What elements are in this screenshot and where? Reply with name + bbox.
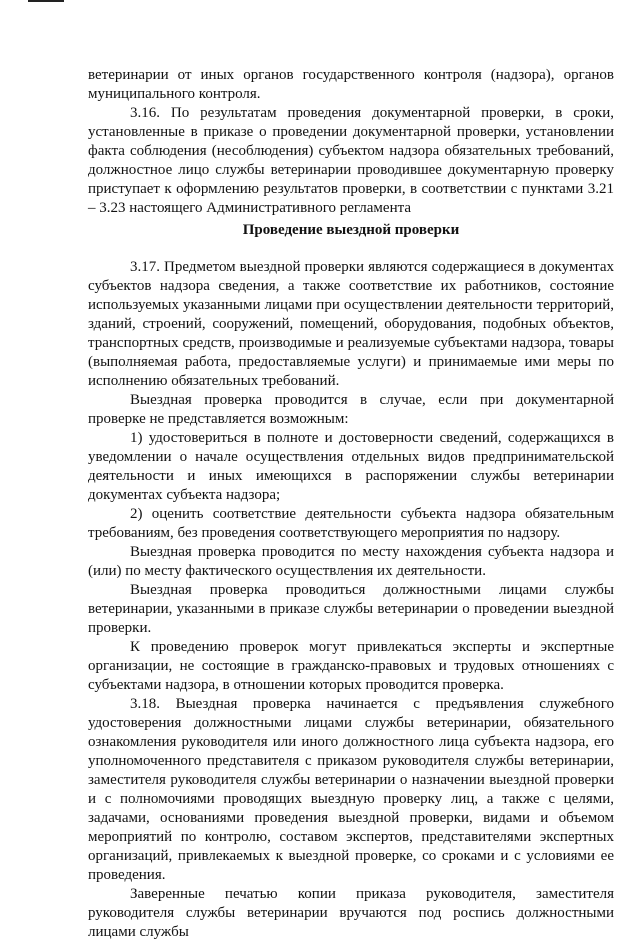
paragraph-3-16: 3.16. По результатам проведения документарной проверки, в сроки, установленные в приказе о проведении документарной проверки, установлении факта соблюдения (несоблюдения) субъектом надзора обязательных требований, должностное лицо службы ветеринарии проводившее документарную проверку приступает к оформлению результатов проверки, в соответствии с пунктами 3.21 – 3.23 настоящего Административного регламента [88,105,614,216]
paragraph-item-1: 1) удостовериться в полноте и достоверности сведений, содержащихся в уведомлении о начале осуществления отдельных видов предпринимательской деятельности и иных имеющихся в распоряжении службы ветеринарии документах субъекта надзора; [88,430,614,503]
paragraph-item-2: 2) оценить соответствие деятельности субъекта надзора обязательным требованиям, без проведения соответствующего мероприятия по надзору. [88,506,614,541]
paragraph-experts: К проведению проверок могут привлекаться эксперты и экспертные организации, не состоящие в гражданско-правовых и трудовых отношениях с субъектами надзора, в отношении которых проводится проверка. [88,639,614,693]
paragraph-copies: Заверенные печатью копии приказа руководителя, заместителя руководителя службы ветеринарии вручаются под роспись должностными лицами службы [88,886,614,940]
paragraph-continuation: ветеринарии от иных органов государственного контроля (надзора), органов муниципального контроля. [88,67,614,102]
paragraph-conditions: Выездная проверка проводится в случае, если при документарной проверке не представляется возможным: [88,392,614,427]
section-heading: Проведение выездной проверки [242,222,460,238]
top-text-block [88,66,614,218]
paragraph-officials: Выездная проверка проводиться должностными лицами службы ветеринарии, указанными в приказе службы ветеринарии о проведении выездной проверки. [88,582,614,636]
main-text-block [88,258,614,942]
paragraph-3-17: 3.17. Предметом выездной проверки являются содержащиеся в документах субъектов надзора сведения, а также соответствие их работников, состояние используемых указанными лицами при осуществлении деятельности территорий, зданий, строений, сооружений, помещений, оборудования, подобных объектов, транспортных средств, производимые и реализуемые субъектами надзора, товары (выполняемая работа, предоставляемые услуги) и принимаемые ими меры по исполнению обязательных требований. [88,259,614,389]
paragraph-3-18: 3.18. Выездная проверка начинается с предъявления служебного удостоверения должностными лицами службы ветеринарии, обязательного ознакомления руководителя или иного должностного лица субъекта надзора, его уполномоченного представителя с приказом руководителя службы ветеринарии, заместителя руководителя службы ветеринарии о назначении выездной проверки и с полномочиями проводящих выездную проверку лиц, а также с целями, задачами, основаниями проведения выездной проверки, видами и объемом мероприятий по контролю, составом экспертов, представителями экспертных организаций, привлекаемых к выездной проверке, со сроками и с условиями ее проведения. [88,696,614,883]
top-rule [28,0,64,2]
paragraph-location: Выездная проверка проводится по месту нахождения субъекта надзора и (или) по месту фактического осуществления их деятельности. [88,544,614,579]
